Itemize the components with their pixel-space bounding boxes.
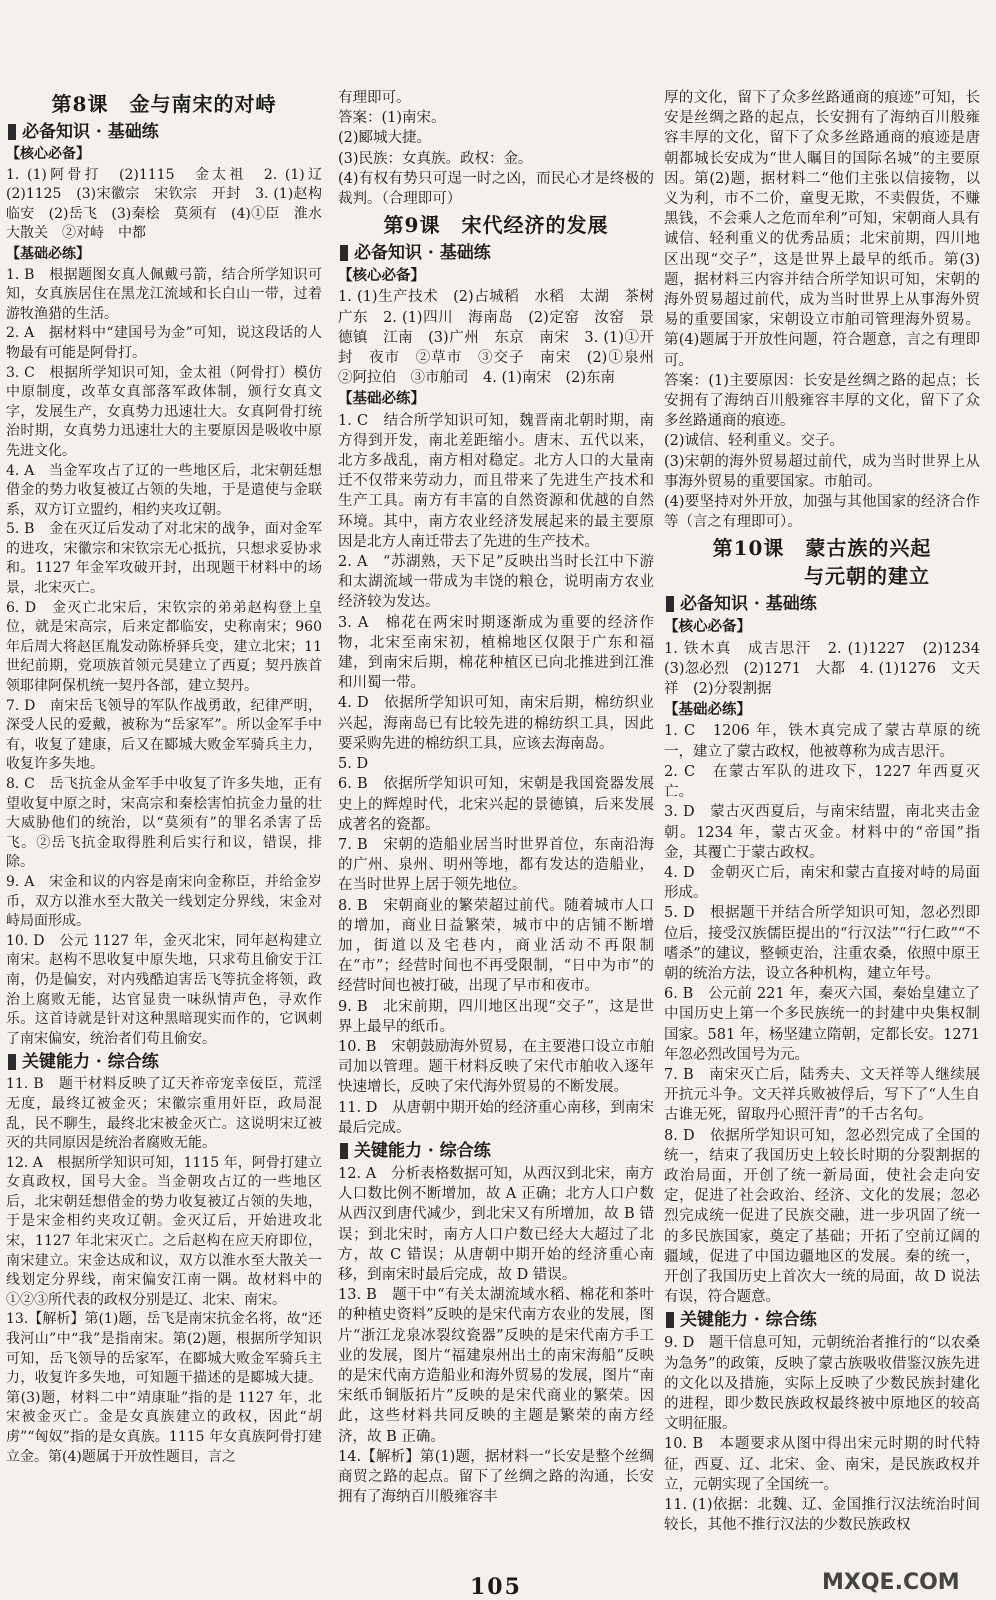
answer-10: 10. D 公元 1127 年，金灭北宋，同年赵构建立南宋。赵构不思收复中原失地，只求苟且偷安于江南，仍是偏安，对内残酷迫害岳飞等抗金将领，政治上腐败无能，达官显贵一味纵情声色，寻欢作乐。这首诗就是针对这种黑暗现实而作的，它讽刺了南宋偏安，统治者们苟且偷安。 bbox=[6, 932, 322, 1047]
lesson-9-title: 第9课 宋代经济的发展 bbox=[383, 213, 609, 238]
lesson-10-title-line1: 第10课 蒙古族的兴起 bbox=[712, 536, 932, 561]
continuation: 有理即可。 bbox=[338, 90, 411, 106]
answer-10: 10. B 宋朝鼓励海外贸易，在主要港口设立市舶司加以管理。题干材料反映了宋代市舶收入逐年快速增长，反映了宋代海外贸易的不断发展。 bbox=[338, 1038, 654, 1096]
core-answers: 1. 铁木真 成吉思汗 2. (1)1227 (2)1234 (3)忽必烈 (2)1271 大都 4. (1)1276 文天祥 (2)分裂割据 bbox=[664, 640, 995, 698]
column-1 bbox=[6, 88, 336, 1467]
answer-14-3: (3)宋朝的海外贸易超过前代，成为当时世界上从事海外贸易的重要国家。市舶司。 bbox=[664, 453, 980, 490]
answer-3: 3. A 棉花在两宋时期逐渐成为重要的经济作物，北宋至南宋初，植棉地区仅限于广东和福建，到南宋后期，棉花种植区已向北推进到江淮和川蜀一带。 bbox=[338, 614, 654, 692]
answer-1: 1. B 根据题图女真人佩戴弓箭，结合所学知识可知，女真族居住在黑龙江流域和长白山一带，过着游牧渔猎的生活。 bbox=[6, 266, 322, 322]
answer-14-4: (4)要坚持对外开放，加强与其他国家的经济合作等（言之有理即可）。 bbox=[664, 494, 980, 531]
lesson-8-title: 第8课 金与南宋的对峙 bbox=[51, 92, 277, 116]
answer-8: 8. C 岳飞抗金从金军手中收复了许多失地，正有望收复中原之时，宋高宗和秦桧害怕抗金力量的壮大威胁他们的统治，以“莫须有”的罪名杀害了岳飞。②岳飞抗金取得胜利后实行和议，错误，排除。 bbox=[6, 776, 322, 871]
answer-5: 5. B 金在灭辽后发动了对北宋的战争，面对金军的进攻，宋徽宗和宋钦宗无心抵抗，只想求妥协求和。1127 年金军攻破开封，出现题干材料中的场景，北宋灭亡。 bbox=[6, 521, 322, 597]
answer-11: 11. D 从唐朝中期开始的经济重心南移，到南宋最后完成。 bbox=[338, 1099, 654, 1136]
basic-heading: 【基础必练】 bbox=[664, 701, 751, 719]
answer-7: 7. B 南宋灭亡后，陆秀夫、文天祥等人继续展开抗元斗争。文天祥兵败被俘后，写下了“人生自古谁无死，留取丹心照汗青”的千古名句。 bbox=[664, 1066, 980, 1124]
section-key-ability: 关键能力 · 综合练 bbox=[664, 1308, 980, 1332]
answer-4: 4. D 依据所学知识可知，南宋后期，棉纺织业兴起，海南岛已有比较先进的棉纺织工具，因此要采购先进的棉纺织工具，应该去海南岛。 bbox=[338, 695, 654, 752]
answer-13: 13.【解析】第(1)题，岳飞是南宋抗金名将，故“还我河山”中“我”是指南宋。第(2)题，根据所学知识可知，岳飞领导的岳家军，在郾城大败金军骑兵主力，收复许多失地，可知题干描述的是郾城大捷。第(3)题，材料二中“靖康耻”指的是 1127 年，北宋被金灭亡。金是女真族建立的政权，因此“胡虏”“匈奴”指的是女真族。1115 年女真族阿骨打建立金。第(4)题属于开放性题目，言之 bbox=[6, 1311, 322, 1465]
answer-8: 8. D 依据所学知识可知，忽必烈完成了全国的统一，结束了我国历史上较长时期的分裂割据的政治局面，开创了统一新局面，使社会走向安定，促进了社会政治、经济、文化的发展；忽必烈完成统一促进了民族交融，进一步巩固了统一的多民族国家，奠定了基础；开拓了空前辽阔的疆域，促进了中国边疆地区的发展。秦的统一，开创了我国历史上首次大一统的局面，故 D 说法有误，符合题意。 bbox=[664, 1127, 980, 1306]
page-number: 105 bbox=[470, 1574, 522, 1600]
column-2 bbox=[338, 88, 669, 1507]
lesson-10-title-line2: 与元朝的建立 bbox=[804, 564, 930, 589]
answer-14: 14.【解析】第(1)题，据材料一“长安是整个丝绸商贸之路的起点。留下了丝绸之路的沟通，长安拥有了海纳百川般雍容丰 bbox=[338, 1448, 654, 1506]
answer-4: 4. D 金朝灭亡后，南宋和蒙古直接对峙的局面形成。 bbox=[664, 864, 980, 902]
answer-8: 8. B 宋朝商业的繁荣超过前代。随着城市人口的增加，商业日益繁荣，城市中的店铺不断增加，街道以及宅巷内，商业活动不再限制在“市”；经营时间也不再受限制，“日中为市”的经营时间也被打破，出现了早市和夜市。 bbox=[338, 897, 654, 995]
core-answers: 1. (1)生产技术 (2)占城稻 水稻 太湖 茶树 广东 2. (1)四川 海南岛 (2)定窑 汝窑 景德镇 江南 (3)广州 东京 南宋 3. (1)①开封 夜市 ②草市 ③交子 南宋 (2)①泉州 ②阿拉伯 ③市舶司 4. (1)南宋 (2)东南 bbox=[338, 289, 669, 387]
answer-11: 11. B 题干材料反映了辽天祚帝宠幸佞臣，荒淫无度，最终辽被金灭；宋徽宗重用奸臣，政局混乱，民不聊生，最终北宋被金灭亡。这说明宋辽被灭的共同原因是统治者腐败无能。 bbox=[6, 1076, 322, 1152]
answer-10: 10. B 本题要求从图中得出宋元时期的时代特征，西夏、辽、北宋、金、南宋，是民族政权并立，元朝实现了全国统一。 bbox=[664, 1436, 980, 1493]
answer-1: 1. C 1206 年，铁木真完成了蒙古草原的统一，建立了蒙古政权，他被尊称为成吉思汗。 bbox=[664, 723, 980, 760]
answer-7: 7. D 南宋岳飞领导的军队作战勇敢，纪律严明，深受人民的爱戴，被称为“岳家军”。所以金军手中有，收复了建康，后又在郾城大败金军骑兵主力，收复许多失地。 bbox=[6, 697, 322, 773]
core-answers: 1. (1)阿骨打 (2)1115 金太祖 2. (1)辽 (2)1125 (3)宋徽宗 宋钦宗 开封 3. (1)赵构 临安 (2)岳飞 (3)秦桧 莫须有 (4)①臣 淮水 大散关 ②对峙 中都 bbox=[6, 166, 336, 242]
answer-1: 1. C 结合所学知识可知，魏晋南北朝时期，南方得到开发，南北差距缩小。唐末、五代以来，北方多战乱，南方相对稳定。北方人口的大量南迁不仅带来劳动力，而且带来了先进生产技术和生产工具。南方有丰富的自然资源和优越的自然环境。其中，南方农业经济发展起来的最主要原因是北方人南迁带去了先进的生产技术。 bbox=[338, 412, 654, 550]
answer-6: 6. B 公元前 221 年，秦灭六国，秦始皇建立了中国历史上第一个多民族统一的封建中央集权制国家。581 年，杨坚建立隋朝，定都长安。1271 年忽必烈改国号为元。 bbox=[664, 986, 980, 1063]
answer-12: 12. A 分析表格数据可知，从西汉到北宋，南方人口数比例不断增加，故 A 正确；北方人口户数从西汉到唐代减少，到北宋又有所增加，故 B 错误；到北宋时，南方人口户数已经大大超过了北方，故 C 错误；从唐朝中期开始的经济重心南移，到南宋时最后完成，故 D 错误。 bbox=[338, 1165, 654, 1283]
answer-3: 3. D 蒙古灭西夏后，与南宋结盟，南北夹击金朝。1234 年，蒙古灭金。材料中的“帝国”指金，其覆亡于蒙古政权。 bbox=[664, 804, 980, 861]
answer-12: 12. A 根据所学知识可知，1115 年，阿骨打建立女真政权，国号大金。当金朝攻占辽的一些地区后，北宋朝廷想借金的势力收复被辽占领的失地，于是宋金相约夹攻辽朝。金灭辽后，开始进攻北宋，1127 年北宋灭亡。之后赵构在应天府即位，南宋建立。宋金达成和议，双方以淮水至大散关一线划定分界线，南宋偏安江南一隅。故材料中的①②③所代表的政权分别是辽、北宋、南宋。 bbox=[6, 1154, 322, 1308]
answer-3: 3. C 根据所学知识可知，金太祖（阿骨打）模仿中原制度，改革女真部落军政体制，颁行女真文字，发展生产，女真势力迅速壮大。女真阿骨打统治时期，女真势力迅速壮大的主要原因是吸收中原先进文化。 bbox=[6, 364, 322, 459]
answer-2: 2. A “苏湖熟，天下足”反映出当时长江中下游和太湖流域一带成为丰饶的粮仓，说明南方农业经济较为发达。 bbox=[338, 554, 654, 611]
answer-5: 5. D bbox=[338, 756, 369, 773]
answer-4: 4. A 当金军攻占了辽的一些地区后，北宋朝廷想借金的势力收复被辽占领的失地，于是遣使与金联系，双方订立盟约，相约夹攻辽朝。 bbox=[6, 462, 322, 518]
basic-heading: 【基础必练】 bbox=[338, 390, 425, 408]
answer-13-2: (2)郾城大捷。 bbox=[338, 130, 432, 147]
core-heading: 【核心必备】 bbox=[6, 146, 90, 162]
site-watermark: MXQE.COM bbox=[822, 1570, 960, 1595]
answer-14-1: 答案：(1)主要原因：长安是丝绸之路的起点；长安拥有了海纳百川般雍容丰厚的文化，留下了众多丝路通商的痕迹。 bbox=[664, 372, 980, 430]
answer-13-1: 答案：(1)南宋。 bbox=[338, 110, 446, 127]
answer-13-3: (3)民族：女真族。政权：金。 bbox=[338, 150, 533, 167]
section-basic-practice: 必备知识 · 基础练 bbox=[6, 120, 322, 144]
answer-14-2: (2)诚信、轻利重义。交子。 bbox=[664, 433, 845, 450]
answer-13: 13. B 题干中“有关太湖流域水稻、棉花和茶叶的种植史资料”反映的是宋代南方农业的发展，图片“浙江龙泉冰裂纹瓷器”反映的是宋代南方手工业的发展，图片“福建泉州出土的南宋海船”反映的是宋代南方造船业和海外贸易的发展，图片“南宋纸币铜版拓片”反映的是宋代商业的繁荣。因此，这些材料共同反映的主题是繁荣的南方经济，故 B 正确。 bbox=[338, 1287, 654, 1445]
answer-9: 9. D 题干信息可知，元朝统治者推行的“以农桑为急务”的政策，反映了蒙古族吸收借鉴汉族先进的文化以及措施，实际上反映了少数民族封建化的进程，即少数民族政权最终被中原地区的较高文明征服。 bbox=[664, 1335, 980, 1433]
answer-7: 7. B 宋朝的造船业居当时世界首位，东南沿海的广州、泉州、明州等地，都有发达的造船业，在当时世界上居于领先地位。 bbox=[338, 836, 654, 894]
answer-14-analysis: 厚的文化，留下了众多丝路通商的痕迹”可知，长安是丝绸之路的起点，长安拥有了海纳百川般雍容丰厚的文化，留下了众多丝路通商的痕迹是唐朝都城长安成为“世人瞩目的国际名城”的主要原因。第(2)题，据材料二“他们主张以信接物，以义为利，市不二价，童叟无欺，不卖假货，不赚黑钱，不会乘人之危而牟利”可知，宋朝商人具有诚信、轻利重义的优秀品质；北宋前期，四川地区出现“交子”，这是世界上最早的纸币。第(3)题，据材料三内容并结合所学知识可知，宋朝的海外贸易超过前代，成为当时世界上从事海外贸易的重要国家，宋朝设立市舶司管理海外贸易。第(4)题属于开放性问题，符合题意，言之有理即可。 bbox=[664, 90, 980, 369]
answer-2: 2. C 在蒙古军队的进攻下，1227 年西夏灭亡。 bbox=[664, 763, 980, 801]
section-basic-practice: 必备知识 · 基础练 bbox=[664, 592, 980, 616]
column-3 bbox=[664, 88, 995, 1535]
core-heading: 【核心必备】 bbox=[338, 267, 425, 285]
lesson-10-title bbox=[664, 534, 980, 590]
answer-2: 2. A 据材料中“建国号为金”可知，说这段话的人物最有可能是阿骨打。 bbox=[6, 325, 322, 361]
answer-6: 6. B 依据所学知识可知，宋朝是我国瓷器发展史上的辉煌时代，北宋兴起的景德镇，后来发展成著名的瓷都。 bbox=[338, 776, 654, 833]
answer-5: 5. D 根据题干并结合所学知识可知，忽必烈即位后，接受汉族儒臣提出的“行汉法”“行仁政”“不嗜杀”的建议，整顿吏治，注重农桑，依照中原王朝的统治方法，设立各种机构，建立年号。 bbox=[664, 905, 980, 982]
answer-11: 11. (1)依据：北魏、辽、金国推行汉法统治时间较长，其他不推行汉法的少数民族政权 bbox=[664, 1497, 980, 1534]
core-heading: 【核心必备】 bbox=[664, 618, 751, 636]
section-key-ability: 关键能力 · 综合练 bbox=[338, 1139, 654, 1163]
answer-13-4: (4)有权有势只可逞一时之凶，而民心才是终极的裁判。（合理即可） bbox=[338, 170, 654, 208]
answer-9: 9. B 北宋前期，四川地区出现“交子”，这是世界上最早的纸币。 bbox=[338, 998, 654, 1035]
basic-heading: 【基础必练】 bbox=[6, 245, 90, 262]
answer-6: 6. D 金灭亡北宋后，宋钦宗的弟弟赵构登上皇位，就是宋高宗，后来定都临安，史称南宋；960 年后周大将赵匡胤发动陈桥驿兵变，建立北宋；11 世纪前期，党项族首领元昊建立了西夏；契丹族首领耶律阿保机统一契丹各部，建立契丹。 bbox=[6, 599, 322, 695]
section-key-ability: 关键能力 · 综合练 bbox=[6, 1050, 322, 1074]
answer-9: 9. A 宋金和议的内容是南宋向金称臣，并给金岁币，双方以淮水至大散关一线划定分界线，宋金对峙局面形成。 bbox=[6, 873, 322, 930]
section-basic-practice: 必备知识 · 基础练 bbox=[338, 241, 654, 265]
